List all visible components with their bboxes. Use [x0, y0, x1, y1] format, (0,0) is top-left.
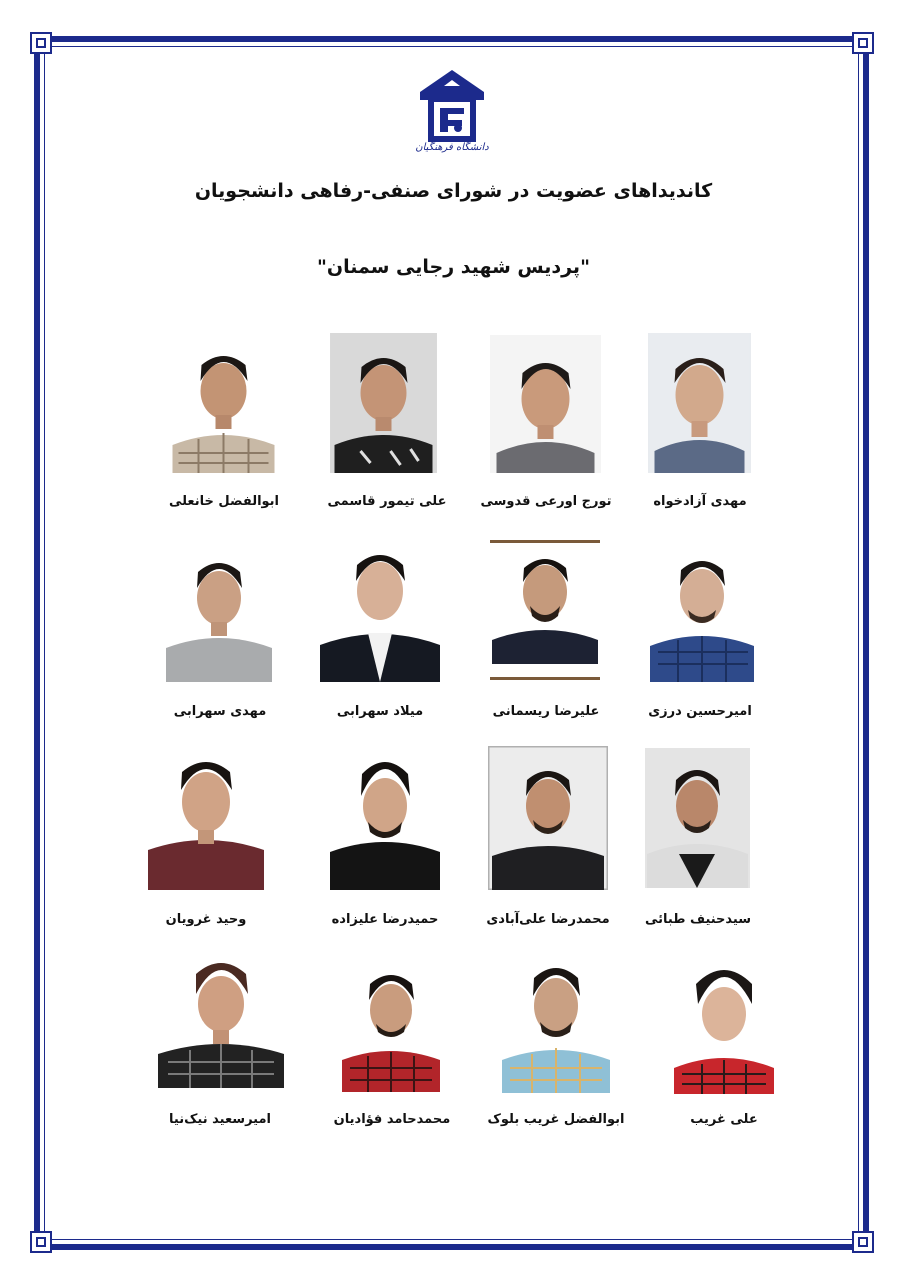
logo-caption: دانشگاه فرهنگیان — [415, 142, 489, 153]
candidate-name: حمیدرضا علیزاده — [331, 912, 439, 927]
candidate-name: امیرحسین درزی — [648, 704, 752, 719]
candidate-photo — [168, 333, 279, 473]
candidate-photo — [648, 333, 751, 473]
candidate-photo — [648, 540, 756, 682]
candidate-name: میلاد سهرابی — [336, 704, 424, 719]
candidate-name: علی غریب — [690, 1112, 758, 1127]
candidate-name: وحید غرویان — [165, 912, 247, 927]
candidate-name: ابوالفضل غریب بلوک — [487, 1112, 625, 1127]
candidate-name: سیدحنیف طبائی — [644, 912, 752, 927]
candidate-photo — [645, 748, 750, 888]
candidate-name: مهدی سهرابی — [173, 704, 267, 719]
university-logo-icon — [414, 62, 490, 170]
page-title: کاندیداهای عضویت در شورای صنفی-رفاهی دانشجویان — [194, 180, 713, 202]
corner-ornament — [852, 1231, 874, 1253]
page-subtitle: "پردیس شهید رجایی سمنان" — [317, 256, 590, 278]
candidate-photo — [158, 950, 284, 1088]
candidate-name: مهدی آزادخواه — [653, 494, 747, 509]
candidate-photo — [328, 744, 442, 890]
candidate-photo — [148, 738, 264, 890]
candidate-name: ابوالفضل خانعلی — [168, 494, 280, 509]
candidate-photo — [490, 335, 601, 473]
corner-ornament — [852, 32, 874, 54]
candidate-name: امیرسعید نیک‌نیا — [169, 1112, 271, 1127]
candidate-name: محمدحامد فؤادیان — [333, 1112, 451, 1127]
candidate-name: تورج اورعی قدوسی — [480, 494, 612, 509]
candidate-photo — [500, 948, 612, 1093]
candidate-photo — [340, 960, 442, 1092]
candidate-photo — [320, 537, 440, 682]
corner-ornament — [30, 1231, 52, 1253]
corner-ornament — [30, 32, 52, 54]
candidate-name: علیرضا ریسمانی — [492, 704, 600, 719]
candidate-name: محمدرضا علی‌آبادی — [486, 912, 610, 927]
candidate-photo — [330, 333, 437, 473]
candidate-photo — [488, 746, 608, 890]
candidate-photo — [164, 540, 274, 682]
candidate-name: علی تیمور قاسمی — [327, 494, 447, 509]
candidate-photo — [490, 540, 600, 680]
candidate-photo — [672, 954, 776, 1094]
